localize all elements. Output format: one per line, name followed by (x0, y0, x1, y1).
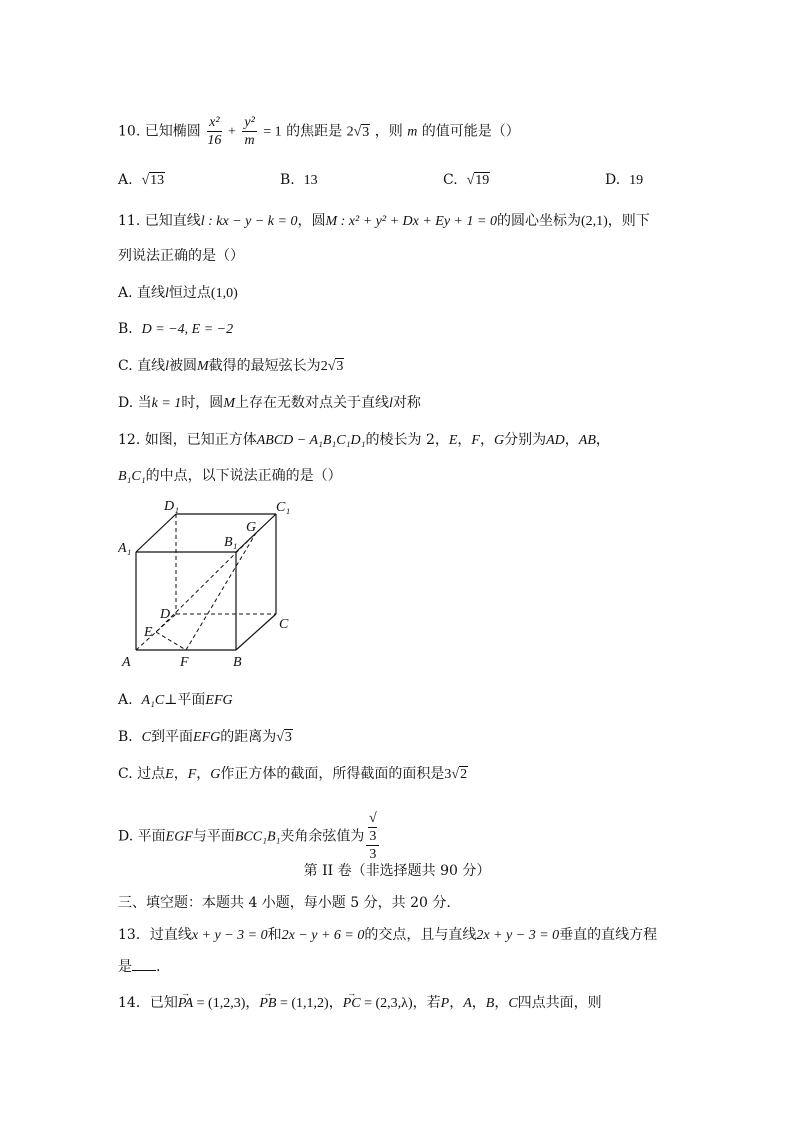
label-b1: B₁ (224, 535, 238, 550)
label-d: D (160, 607, 171, 622)
q12-option-b[interactable]: B. C到平面EFG的距离为√3 (118, 729, 292, 745)
q10-option-b[interactable]: B. 13 (280, 172, 318, 188)
q10-number-prefix: 10. (118, 123, 141, 140)
section-heading: 三、填空题：本题共 4 小题，每小题 5 分，共 20 分. (118, 895, 451, 911)
label-g: G (246, 520, 257, 535)
vector-pb: → PB (259, 994, 276, 1014)
vector-pa: → PA (178, 994, 193, 1014)
label-e: E (144, 625, 153, 640)
q10-fraction-x: $\frac{\text{x²}}{16}$ (207, 115, 222, 148)
q11-option-b[interactable]: B. D = −4, E = −2 (118, 321, 234, 337)
q11-option-a[interactable]: A. 直线l恒过点(1,0) (118, 285, 238, 301)
q12-option-c[interactable]: C. 过点E，F，G作正方体的截面，所得截面的面积是3√2 (118, 766, 468, 782)
q10-option-a[interactable]: A. √13 (118, 172, 165, 188)
q10-fraction-y: $\frac{\text{y²}}{m}$ (244, 115, 255, 148)
q12-stem-line1: 12. 如图，已知正方体ABCD − A₁B₁C₁D₁的棱长为 2，E，F，G分别为AD，AB， (118, 432, 610, 448)
q11-option-c[interactable]: C. 直线l被圆M截得的最短弦长为2√3 (118, 358, 344, 374)
q12-option-d-fraction: √ 3 3 (366, 810, 379, 863)
q12-option-a[interactable]: A. A₁C⊥平面EFG (118, 692, 233, 708)
q11-option-d[interactable]: D. 当k = 1时，圆M上存在无数对点关于直线l对称 (118, 395, 421, 411)
label-c1: C₁ (276, 500, 291, 515)
q12-option-d[interactable]: D. 平面EGF与平面BCC₁B₁夹角余弦值为 √ 3 3 (118, 810, 381, 863)
label-a: A (122, 655, 131, 668)
q13-answer-blank[interactable] (132, 970, 156, 971)
q13-stem-line2: 是 . (118, 959, 161, 975)
label-b: B (233, 655, 242, 668)
q11-stem-line1: 11. 已知直线l : kx − y − k = 0，圆M : x² + y² + Dx + Ey + 1 = 0的圆心坐标为(2,1)，则下 (118, 213, 650, 229)
vector-pc: → PC (343, 994, 361, 1014)
section-title: 第 II 卷（非选择题共 90 分） (303, 863, 491, 879)
label-d1: D₁ (164, 499, 179, 514)
cube-figure (118, 496, 318, 668)
q12-stem-line2: B₁C₁的中点，以下说法正确的是（） (118, 468, 342, 484)
q11-stem-line2: 列说法正确的是（） (118, 248, 244, 264)
label-c: C (279, 617, 289, 632)
q10-option-c[interactable]: C. √19 (443, 172, 490, 188)
label-f: F (180, 655, 189, 668)
q10-stem: 10. 已知椭圆 $\frac{\text{x²}}{16}$ + $\frac{\text{y²}}{m}$ = 1 的焦距是 2√3 ，则 m 的值可能是（） (118, 115, 520, 148)
q10-option-d[interactable]: D. 19 (605, 172, 644, 188)
label-a1: A₁ (118, 541, 132, 556)
q14-stem-line1: 14．已知→ PA = (1,2,3)，→ PB = (1,1,2)，→ PC = (2,3,λ)，若P，A，B，C四点共面，则 (118, 993, 602, 1014)
q13-stem-line1: 13．过直线x + y − 3 = 0和2x − y + 6 = 0的交点，且与直线2x + y − 3 = 0垂直的直线方程 (118, 927, 658, 943)
